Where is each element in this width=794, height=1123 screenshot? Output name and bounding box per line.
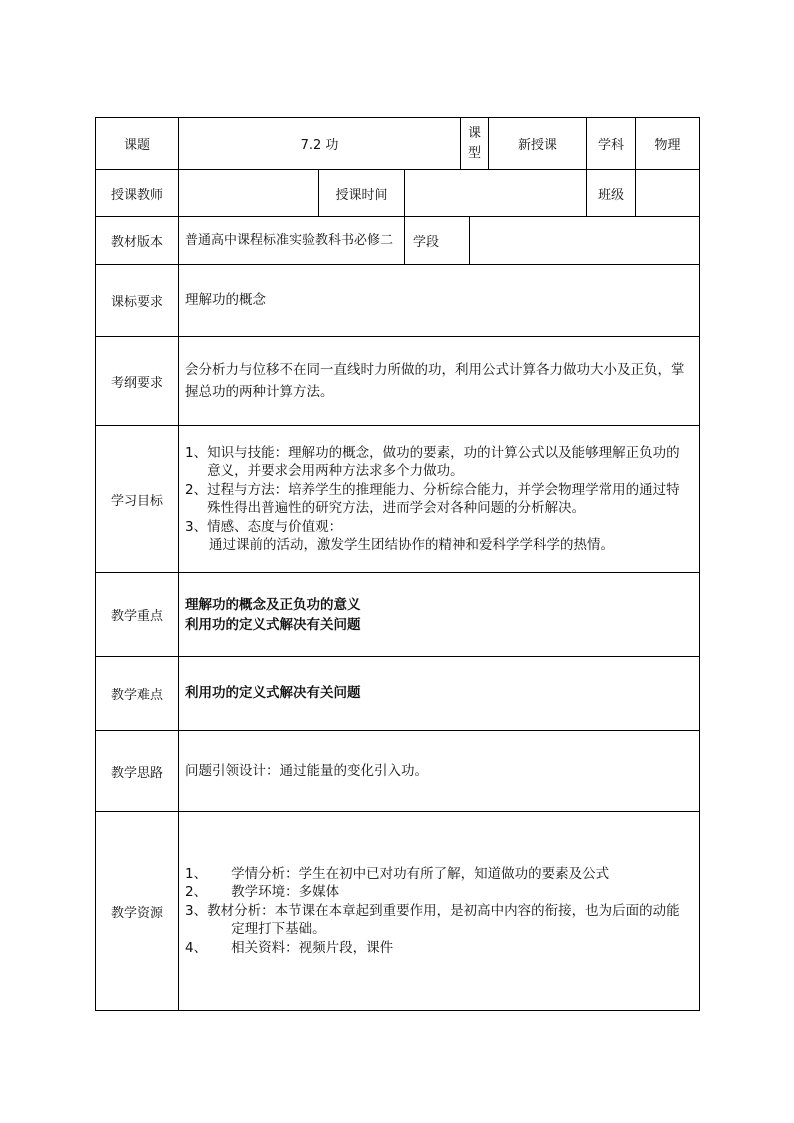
approach-value: 问题引领设计：通过能量的变化引入功。 — [178, 730, 700, 812]
resource-item — [185, 939, 693, 958]
key-points-list — [178, 572, 700, 657]
subject-value: 物理 — [635, 117, 700, 170]
goal-extra: 通过课前的活动，激发学生团结协作的精神和爱科学学科学的热情。 — [209, 537, 614, 553]
resource-num: 4、 — [185, 939, 208, 956]
goal-item — [185, 518, 693, 537]
goal-text: 情感、态度与价值观： — [207, 518, 343, 535]
resources-list — [178, 811, 700, 1011]
curriculum-value: 理解功的概念 — [178, 264, 700, 337]
goal-num: 1、 — [185, 444, 208, 461]
resource-num: 3、 — [185, 902, 208, 919]
topic-value: 7.2 功 — [178, 117, 461, 170]
approach-label: 教学思路 — [95, 730, 179, 812]
difficulty-label: 教学难点 — [95, 656, 179, 731]
time-label: 授课时间 — [318, 169, 405, 217]
edition-label: 教材版本 — [95, 216, 179, 265]
key-point-line: 利用功的定义式解决有关问题 — [185, 616, 361, 633]
goal-num: 3、 — [185, 518, 208, 535]
goals-label: 学习目标 — [95, 425, 179, 573]
teacher-value — [178, 169, 319, 217]
difficulty-value: 利用功的定义式解决有关问题 — [178, 656, 700, 731]
goal-item — [185, 444, 693, 481]
type-value: 新授课 — [488, 117, 587, 170]
resource-text: 相关资料：视频片段，课件 — [231, 939, 394, 956]
resource-text: 教学环境：多媒体 — [231, 884, 340, 901]
key-point-line: 理解功的概念及正负功的意义 — [185, 596, 361, 613]
class-label: 班级 — [586, 169, 636, 217]
resource-num: 1、 — [185, 865, 208, 882]
subject-label: 学科 — [586, 117, 636, 170]
resources-label: 教学资源 — [95, 811, 179, 1011]
goal-text: 知识与技能：理解功的概念，做功的要素，功的计算公式以及能够理解正负功的意义，并要求会用两种方法求多个力做功。 — [207, 444, 680, 479]
class-value — [635, 169, 700, 217]
type-label-text: 课型 — [467, 125, 481, 161]
teacher-label: 授课教师 — [95, 169, 179, 217]
exam-value: 会分析力与位移不在同一直线时力所做的功，利用公式计算各力做功大小及正负，掌握总功的两种计算方法。 — [178, 336, 700, 426]
resource-num: 2、 — [185, 884, 208, 901]
topic-label: 课题 — [95, 117, 179, 170]
curriculum-label: 课标要求 — [95, 264, 179, 337]
time-value — [404, 169, 587, 217]
key-points-label: 教学重点 — [95, 572, 179, 657]
goals-list — [178, 425, 700, 573]
exam-label: 考纲要求 — [95, 336, 179, 426]
resource-text: 学情分析：学生在初中已对功有所了解，知道做功的要素及公式 — [231, 865, 610, 882]
resource-item — [185, 902, 693, 939]
resource-item — [185, 883, 693, 902]
resource-item — [185, 865, 693, 884]
resource-text: 教材分析：本节课在本章起到重要作用，是初高中内容的衔接，也为后面的动能定理打下基础。 — [207, 902, 680, 938]
edition-value: 普通高中课程标准实验教科书必修二 — [178, 216, 405, 265]
goal-text: 过程与方法：培养学生的推理能力、分析综合能力，并学会物理学常用的通过特殊性得出普遍性的研究方法，进而学会对各种问题的分析解决。 — [207, 481, 680, 516]
stage-label: 学段 — [404, 216, 470, 265]
stage-value — [469, 216, 700, 265]
type-label — [460, 117, 489, 170]
goal-num: 2、 — [185, 481, 208, 498]
goal-item — [185, 481, 693, 518]
